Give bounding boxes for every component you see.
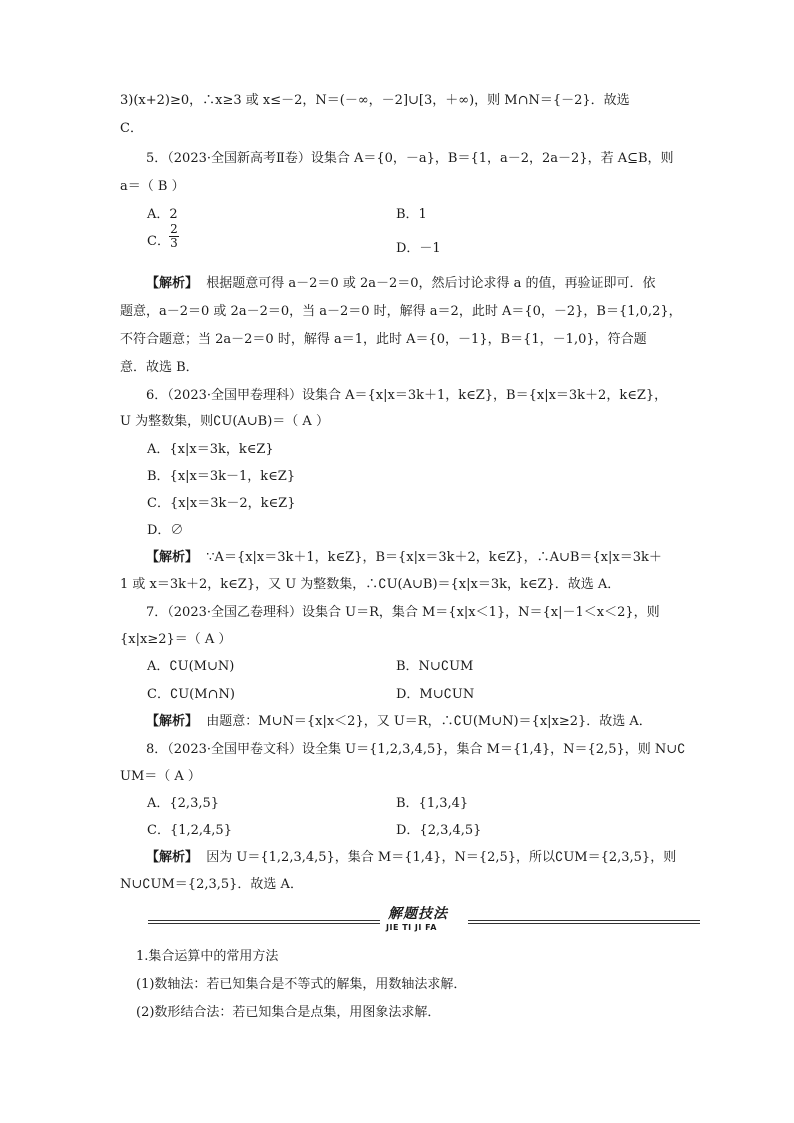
banner-title: 解题技法 — [388, 906, 448, 922]
divider — [468, 923, 700, 924]
option-a: A．2 — [147, 207, 178, 222]
question-6-stem-cont: U 为整数集，则∁U(A∪B)＝（ A ） — [120, 414, 329, 429]
option-d: D．－1 — [396, 241, 441, 256]
analysis-text: ∵A＝{x|x＝3k＋1，k∈Z}，B＝{x|x＝3k＋2，k∈Z}，∴A∪B＝{x|x＝3k＋ — [206, 550, 662, 565]
option-a: A．∁U(M∪N) — [147, 659, 235, 674]
analysis-line: 题意，a－2＝0 或 2a－2＝0，当 a－2＝0 时，解得 a＝2，此时 A＝{0，－2}，B＝{1,0,2}， — [120, 304, 682, 319]
analysis-line: 1 或 x＝3k＋2，k∈Z}，又 U 为整数集，∴∁U(A∪B)＝{x|x＝3k，k∈Z}．故选 A． — [120, 577, 621, 592]
text-line: 3)(x+2)≥0，∴x≥3 或 x≤－2，N＝(－∞，－2]∪[3，＋∞)，则 M∩N＝{－2}．故选 — [120, 93, 630, 108]
option-d: D．∅ — [147, 523, 184, 538]
option-b: B．N∪∁UM — [396, 659, 474, 674]
option-b: B．1 — [396, 207, 427, 222]
question-8-stem: 8．（2023·全国甲卷文科）设全集 U＝{1,2,3,4,5}，集合 M＝{1,4}，N＝{2,5}，则 N∪∁ — [146, 742, 686, 757]
option-c: C．{x|x＝3k－2，k∈Z} — [147, 496, 296, 511]
analysis-tag: 【解析】 — [146, 276, 199, 291]
section-banner — [148, 906, 700, 936]
analysis-line — [146, 549, 662, 567]
question-8-stem-cont: UM＝（ A ） — [120, 769, 201, 784]
analysis-tag: 【解析】 — [146, 550, 199, 565]
analysis-text: 由题意：M∪N＝{x|x＜2}，又 U＝R，∴∁U(M∪N)＝{x|x≥2}．故选 A． — [206, 714, 652, 729]
analysis-text: 因为 U＝{1,2,3,4,5}，集合 M＝{1,4}，N＝{2,5}，所以∁UM＝{2,3,5}，则 — [206, 850, 677, 865]
analysis-line — [146, 713, 652, 731]
method-heading: 1.集合运算中的常用方法 — [136, 949, 279, 964]
fraction-numerator: 2 — [170, 222, 178, 236]
analysis-tag: 【解析】 — [146, 850, 199, 865]
analysis-tag: 【解析】 — [146, 714, 199, 729]
method-item: (1)数轴法：若已知集合是不等式的解集，用数轴法求解． — [136, 977, 467, 992]
analysis-line: 不符合题意；当 2a－2＝0 时，解得 a＝1，此时 A＝{0，－1}，B＝{1，－1,0}，符合题 — [120, 332, 647, 347]
divider — [468, 920, 700, 921]
divider — [148, 920, 380, 921]
analysis-line — [146, 849, 676, 867]
option-b: B．{x|x＝3k－1，k∈Z} — [147, 469, 296, 484]
option-c-label: C． — [147, 234, 170, 249]
question-5-stem: 5．（2023·全国新高考Ⅱ卷）设集合 A＝{0，－a}，B＝{1，a－2，2a－2}，若 A⊆B，则 — [146, 151, 674, 166]
option-d: D．M∪∁UN — [396, 687, 475, 702]
analysis-line: N∪∁UM＝{2,3,5}．故选 A． — [120, 877, 303, 892]
analysis-line — [146, 275, 656, 293]
option-c: C．∁U(M∩N) — [147, 687, 235, 702]
method-item: (2)数形结合法：若已知集合是点集，用图象法求解． — [136, 1005, 441, 1020]
text-line: C． — [120, 121, 143, 136]
question-6-stem: 6．（2023·全国甲卷理科）设集合 A＝{x|x＝3k＋1，k∈Z}，B＝{x|x＝3k＋2，k∈Z}， — [146, 388, 668, 403]
question-7-stem-cont: {x|x≥2}＝（ A ） — [120, 632, 232, 647]
option-a: A．{x|x＝3k，k∈Z} — [147, 442, 274, 457]
fraction-denominator: 3 — [170, 236, 178, 250]
option-c — [147, 222, 178, 251]
analysis-text: 根据题意可得 a－2＝0 或 2a－2＝0，然后讨论求得 a 的值，再验证即可．依 — [206, 276, 656, 291]
option-d: D．{2,3,4,5} — [396, 823, 482, 838]
analysis-line: 意．故选 B． — [120, 360, 199, 375]
banner-subtitle: JIE TI JI FA — [386, 923, 437, 932]
question-5-stem-cont: a＝（ B ） — [120, 179, 185, 194]
option-c: C．{1,2,4,5} — [147, 823, 232, 838]
question-7-stem: 7．（2023·全国乙卷理科）设集合 U＝R，集合 M＝{x|x＜1}，N＝{x|－1＜x＜2}，则 — [146, 605, 660, 620]
divider — [148, 923, 380, 924]
option-a: A．{2,3,5} — [147, 796, 220, 811]
option-b: B．{1,3,4} — [396, 796, 469, 811]
fraction — [169, 223, 179, 250]
